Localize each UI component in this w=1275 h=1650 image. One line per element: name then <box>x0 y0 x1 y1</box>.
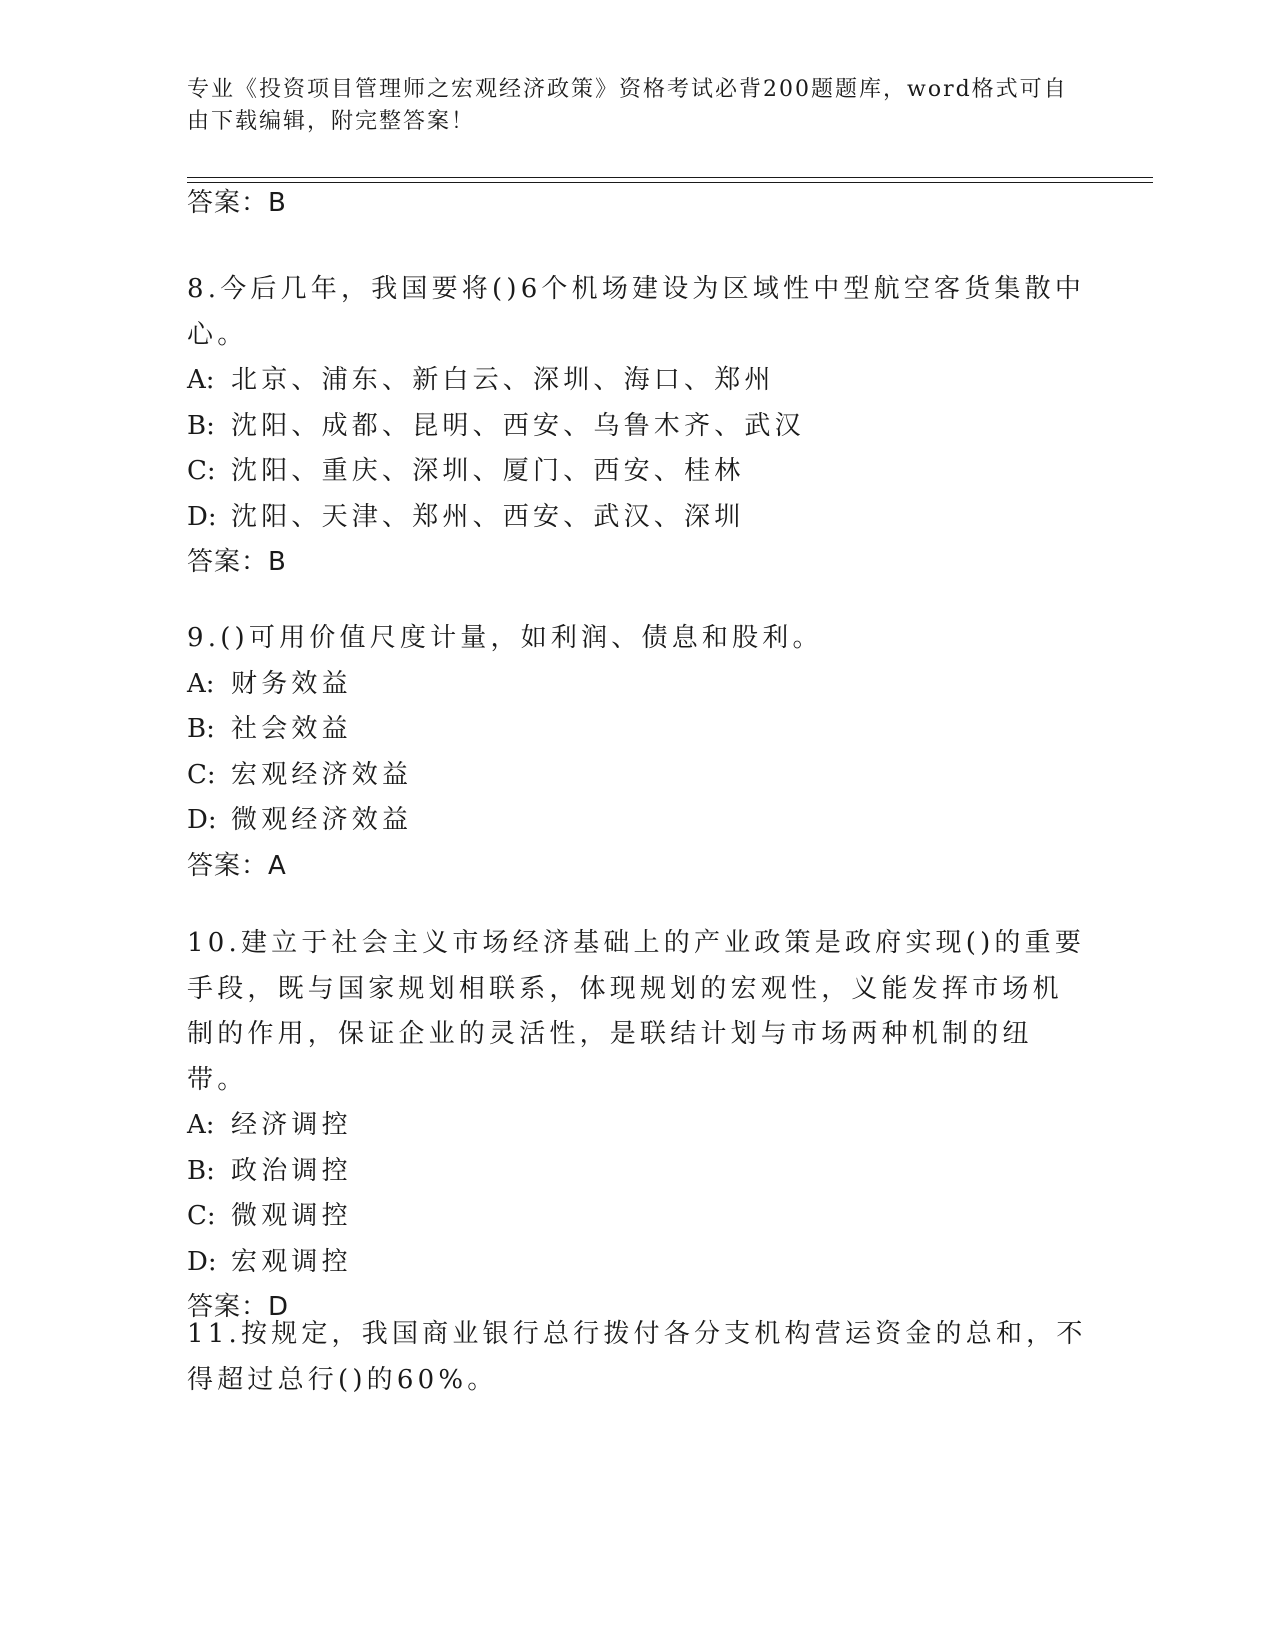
option-text: 社会效益 <box>231 714 352 744</box>
option-key: A: <box>187 1110 215 1140</box>
option-text: 沈阳、重庆、深圳、厦门、西安、桂林 <box>231 456 745 486</box>
header-intro-text: 专业《投资项目管理师之宏观经济政策》资格考试必背200题题库，word格式可自由下载编辑，附完整答案！ <box>187 77 1068 134</box>
answer-line: 答案：D <box>187 1292 290 1322</box>
option-d <box>187 495 1087 541</box>
question-stem: 11.按规定，我国商业银行总行拨付各分支机构营运资金的总和，不得超过总行()的60%。 <box>187 1319 1087 1395</box>
option-text: 宏观经济效益 <box>231 759 413 790</box>
option-b <box>187 707 1087 753</box>
option-key: B: <box>187 714 215 744</box>
option-text: 微观调控 <box>231 1201 352 1231</box>
option-text: 沈阳、天津、郑州、西安、武汉、深圳 <box>231 501 745 532</box>
option-key: D: <box>187 501 217 532</box>
question-stem: 8.今后几年，我国要将()6个机场建设为区域性中型航空客货集散中心。 <box>187 274 1086 350</box>
option-d <box>187 1240 1087 1286</box>
answer-line: 答案：A <box>187 850 287 881</box>
option-key: C: <box>187 1201 216 1231</box>
option-text: 沈阳、成都、昆明、西安、乌鲁木齐、武汉 <box>231 410 805 441</box>
option-text: 财务效益 <box>231 668 352 699</box>
option-b <box>187 1149 1087 1195</box>
option-text: 微观经济效益 <box>231 805 413 835</box>
option-c <box>187 449 1087 495</box>
header-divider-top <box>187 177 1153 178</box>
option-key: B: <box>187 410 215 441</box>
question-block <box>187 267 1087 585</box>
answer-line: 答案：B <box>187 188 287 218</box>
option-key: C: <box>187 456 216 486</box>
option-text: 经济调控 <box>231 1110 352 1140</box>
option-text: 宏观调控 <box>231 1246 352 1277</box>
header-divider-bottom <box>187 182 1153 183</box>
option-c <box>187 753 1087 799</box>
option-key: A: <box>187 365 215 395</box>
question-stem: 9.()可用价值尺度计量，如利润、债息和股利。 <box>187 623 823 653</box>
option-key: B: <box>187 1155 215 1186</box>
option-text: 政治调控 <box>231 1155 352 1186</box>
option-c <box>187 1194 1087 1240</box>
question-block <box>187 1312 1087 1403</box>
option-a <box>187 358 1087 404</box>
option-key: C: <box>187 759 216 790</box>
option-a <box>187 1103 1087 1149</box>
question-block <box>187 616 1087 889</box>
document-header <box>187 74 1087 138</box>
option-a <box>187 662 1087 708</box>
option-key: D: <box>187 1246 217 1277</box>
question-stem: 10.建立于社会主义市场经济基础上的产业政策是政府实现()的重要手段，既与国家规划相联系，体现规划的宏观性，义能发挥市场机制的作用，保证企业的灵活性，是联结计划与市场两种机制的纽带。 <box>187 928 1086 1095</box>
option-key: A: <box>187 668 215 699</box>
option-b <box>187 404 1087 450</box>
option-text: 北京、浦东、新白云、深圳、海口、郑州 <box>231 365 775 395</box>
answer-line: 答案：B <box>187 547 287 577</box>
question-block <box>187 921 1087 1330</box>
option-d <box>187 798 1087 844</box>
option-key: D: <box>187 805 217 835</box>
